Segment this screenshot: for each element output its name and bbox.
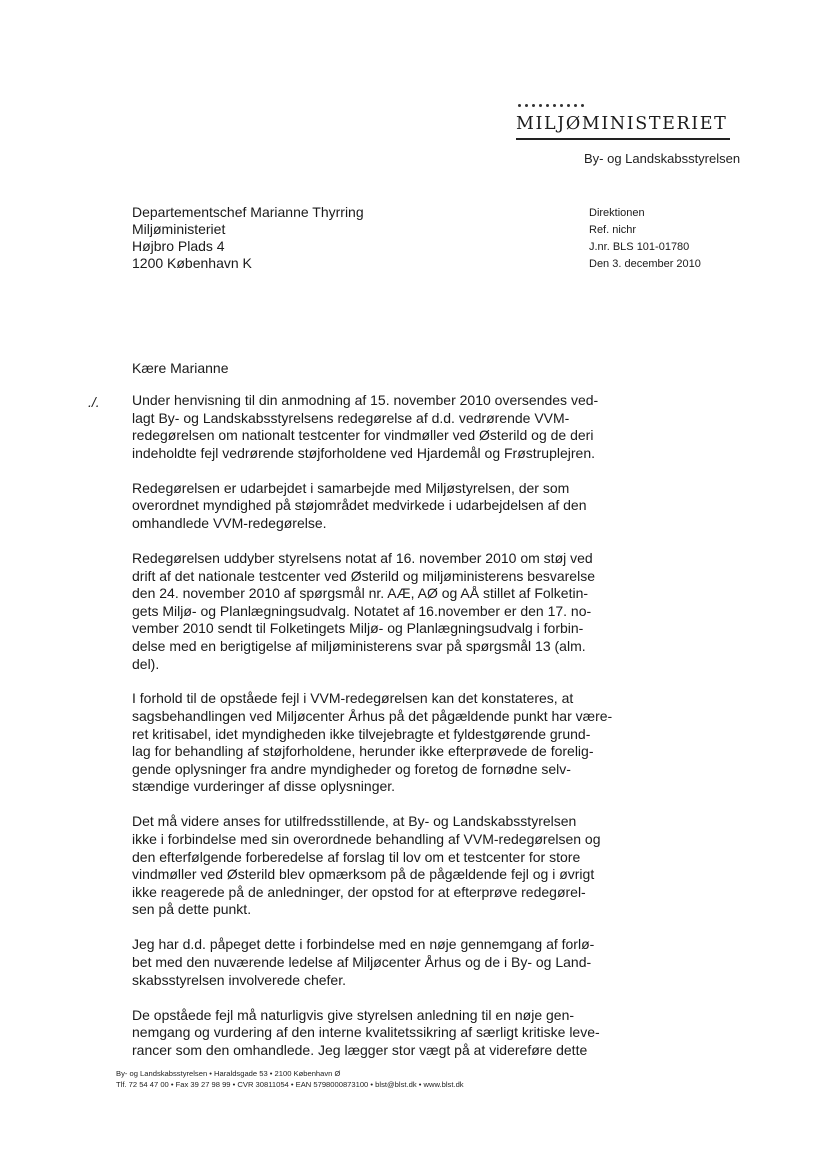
text-line: Det må videre anses for utilfredsstillende, at By- og Landskabsstyrelsen [132,813,577,830]
paragraph [132,690,613,796]
text-line: lagt By- og Landskabsstyrelsens redegørelse af d.d. vedrørende VVM- [132,409,570,426]
text-line: ikke reagerede på de anledninger, der opstod for at efterprøve redegørel- [132,883,586,900]
recipient-street: Højbro Plads 4 [132,238,225,254]
agency-name: By- og Landskabsstyrelsen [584,151,741,166]
logo-rule [516,138,730,140]
text-line: nemgang og vurdering af den interne kvalitetssikring af særligt kritiske leve- [132,1024,600,1041]
letter-footer [116,1068,464,1090]
text-line: omhandlede VVM-redegørelse. [132,514,327,531]
text-line: gende oplysninger fra andre myndigheder og foretog de fornødne selv- [132,760,571,777]
recipient-city: 1200 København K [132,255,252,271]
text-line: overordnet myndighed på støjområdet medvirkede i udarbejdelsen af den [132,497,587,514]
text-line: vindmøller ved Østerild blev opmærksom på de pågældende fejl og i øvrigt [132,866,595,883]
text-line: rancer som den omhandlede. Jeg lægger stor vægt på at videreføre dette [132,1041,588,1058]
paragraph [132,936,598,989]
footer-address: By- og Landskabsstyrelsen • Haraldsgade 53 • 2100 København Ø [116,1069,341,1078]
text-line: sen på dette punkt. [132,901,252,918]
ministry-logo: MILJØMINISTERIET [516,114,728,134]
text-line: Redegørelsen uddyber styrelsens notat af 16. november 2010 om støj ved [132,549,593,566]
text-line: De opståede fejl må naturligvis give styrelsen anledning til en nøje gen- [132,1006,575,1023]
recipient-name: Departementschef Marianne Thyrring [132,204,364,220]
meta-journal-number: J.nr. BLS 101-01780 [589,241,690,253]
text-line: gets Miljø- og Planlægningsudvalg. Notatet af 16.november er den 17. no- [132,602,592,619]
paragraph [132,480,598,533]
text-line: Redegørelsen er udarbejdet i samarbejde med Miljøstyrelsen, der som [132,479,570,496]
text-line: Under henvisning til din anmodning af 15. november 2010 oversendes ved- [132,392,599,408]
meta-department: Direktionen [589,207,645,219]
meta-reference: Ref. nichr [589,224,637,236]
paragraph [132,813,601,919]
text-line: Jeg har d.d. påpeget dette i forbindelse med en nøje gennemgang af forlø- [132,936,595,953]
text-line: I forhold til de opståede fejl i VVM-redegørelsen kan det konstateres, at [132,690,574,707]
text-line: den efterfølgende forberedelse af forslag til lov om et testcenter for store [132,848,581,865]
paragraph [132,550,598,673]
recipient-organisation: Miljøministeriet [132,221,226,237]
meta-date: Den 3. december 2010 [589,258,701,270]
text-line: delse med en berigtigelse af miljøministerens svar på spørgsmål 13 (alm. [132,637,586,654]
paragraph [132,1007,598,1060]
letter-body [132,392,613,1077]
text-line: ikke i forbindelse med sin overordnede behandling af VVM-redegørelsen og [132,831,601,848]
salutation: Kære Marianne [132,360,229,376]
text-line: vember 2010 sendt til Folketingets Miljø- og Planlægningsudvalg i forbin- [132,620,584,637]
text-line: drift af det nationale testcenter ved Østerild og miljøministerens besvarelse [132,567,595,584]
text-line: redegørelsen om nationalt testcenter for vindmøller ved Østerild og de deri [132,427,594,444]
text-line: del). [132,655,160,672]
text-line: den 24. november 2010 af spørgsmål nr. AÆ, AØ og AÅ stillet af Folketin- [132,585,589,602]
text-line: skabsstyrelsen involverede chefer. [132,971,346,988]
paragraph [132,392,598,462]
text-line: indeholdte fejl vedrørende støjforholdene ved Hjardemål og Frøstruplejren. [132,444,596,461]
text-line: stændige vurderinger af disse oplysninger. [132,778,396,795]
enclosure-mark: ./. [88,394,100,410]
text-line: lag for behandling af støjforholdene, herunder ikke efterprøvede de forelig- [132,743,594,760]
text-line: bet med den nuværende ledelse af Miljøcenter Århus og de i By- og Land- [132,953,592,970]
logo-dots [518,104,584,107]
footer-contact: Tlf. 72 54 47 00 • Fax 39 27 98 99 • CVR 30811054 • EAN 5798000873100 • blst@blst.dk • www.blst.dk [116,1080,464,1089]
letter-meta [589,205,701,273]
text-line: sagsbehandlingen ved Miljøcenter Århus på det pågældende punkt har være- [132,708,613,725]
recipient-address [132,204,364,272]
text-line: ret kritisabel, idet myndigheden ikke tilvejebragte et fyldestgørende grund- [132,725,591,742]
